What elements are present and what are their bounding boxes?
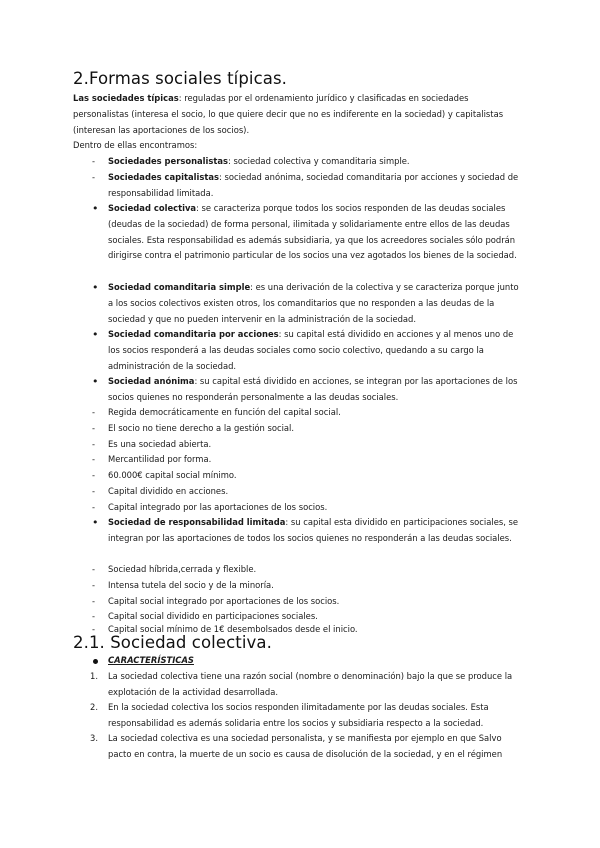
dash-marker: - <box>92 470 96 480</box>
list-item-text: Capital social integrado por aportaciones de los socios. <box>108 596 340 606</box>
dash-marker: - <box>92 502 96 512</box>
bullet-marker: • <box>92 202 99 215</box>
dash-marker: - <box>92 596 96 606</box>
intro-term: Las sociedades típicas <box>73 93 179 103</box>
list-item <box>108 578 520 594</box>
list-item-text: Capital integrado por las aportaciones de los socios. <box>108 502 328 512</box>
list-item-text: Mercantilidad por forma. <box>108 454 212 464</box>
list-item-text: : su capital esta dividido en participaciones sociales, se integran por las aportaciones de todos los socios quienes no responderán a las deudas sociales. <box>108 517 519 543</box>
bullet-icon <box>93 659 98 664</box>
section-heading-formas-sociales: 2.Formas sociales típicas. <box>73 69 288 88</box>
list-item-text: Intensa tutela del socio y de la minoría. <box>108 580 274 590</box>
list-item <box>108 421 520 437</box>
list-item-term: Sociedad anónima <box>108 376 195 386</box>
list-item <box>108 374 520 406</box>
caracteristicas-label <box>108 653 520 669</box>
bullet-marker: • <box>92 375 99 388</box>
list-item <box>108 201 520 264</box>
list-item <box>108 468 520 484</box>
list-item <box>108 170 520 202</box>
numbered-item: La sociedad colectiva tiene una razón social (nombre o denominación) bajo la que se produce la explotación de la actividad desarrollada. <box>108 671 513 697</box>
list-item-term: Sociedad de responsabilidad limitada <box>108 517 286 527</box>
intro-text: : reguladas por el ordenamiento jurídico y clasificadas en sociedades personalistas (interesa el socio, lo que quiere decir que no es indiferente en la sociedad) y capitalistas (interesan las aportaciones de los socios). <box>73 93 504 135</box>
dash-marker: - <box>92 580 96 590</box>
intro-paragraph <box>73 91 521 138</box>
list-item-text: : se caracteriza porque todos los socios responden de las deudas sociales (deudas de la sociedad) de forma personal, ilimitada y solidariamente entre ellos de las deudas sociales. Esta responsabilidad es además subsidiaria, ya que los acreedores sociales sólo podrán dirigirse contra el patrimonio particular de los socios una vez agotados los bienes de la sociedad. <box>108 203 517 261</box>
list-item-text: Es una sociedad abierta. <box>108 439 212 449</box>
list-item-term: Sociedades capitalistas <box>108 172 220 182</box>
subsection-heading-sociedad-colectiva: 2.1. Sociedad colectiva. <box>73 633 272 652</box>
list-item <box>108 484 520 500</box>
dash-marker: - <box>92 624 96 634</box>
numbered-item: La sociedad colectiva es una sociedad personalista, y se manifiesta por ejemplo en que Salvo pacto en contra, la muerte de un socio es causa de disolución de la sociedad, y en el régimen <box>108 733 503 759</box>
list-item <box>108 327 520 374</box>
list-item-term: Sociedades personalistas <box>108 156 229 166</box>
list-item-term: Sociedad comanditaria por acciones <box>108 329 279 339</box>
dash-marker: - <box>92 611 96 621</box>
dash-marker: - <box>92 439 96 449</box>
number-marker: 3. <box>90 733 98 743</box>
list-item-text: : es una derivación de la colectiva y se caracteriza porque junto a los socios colectivos existen otros, los comanditarios que no responden a las deudas de la sociedad y que no pueden intervenir en la administración de la sociedad. <box>108 282 519 324</box>
list-item-text: : sociedad anónima, sociedad comanditaria por acciones y sociedad de responsabilidad limitada. <box>108 172 519 198</box>
list-item <box>108 500 520 516</box>
bullet-marker: • <box>92 328 99 341</box>
list-item-text: : su capital está dividido en acciones, se integran por las aportaciones de los socios quienes no responderán personalmente a las deudas sociales. <box>108 376 518 402</box>
list-item <box>108 437 520 453</box>
list-item-text: Capital social dividido en participaciones sociales. <box>108 611 318 621</box>
within-text: Dentro de ellas encontramos: <box>73 140 198 150</box>
list-item <box>108 405 520 421</box>
caracteristicas-text: CARACTERÍSTICAS <box>108 655 194 665</box>
dash-marker: - <box>92 454 96 464</box>
list-item-text: : sociedad colectiva y comanditaria simple. <box>228 156 410 166</box>
dash-marker: - <box>92 407 96 417</box>
list-item <box>108 562 520 578</box>
list-item-term: Sociedad colectiva <box>108 203 197 213</box>
dash-marker: - <box>92 172 96 182</box>
bullet-marker: • <box>92 516 99 529</box>
list-item-text: Capital social mínimo de 1€ desembolsados desde el inicio. <box>108 624 358 634</box>
list-item-text: Regida democráticamente en función del capital social. <box>108 407 341 417</box>
dash-marker: - <box>92 486 96 496</box>
list-item <box>108 280 520 327</box>
number-marker: 1. <box>90 671 98 681</box>
dash-marker: - <box>92 564 96 574</box>
dash-marker: - <box>92 156 96 166</box>
list-item <box>108 154 520 170</box>
list-item-term: Sociedad comanditaria simple <box>108 282 251 292</box>
number-marker: 2. <box>90 702 98 712</box>
list-item-text: El socio no tiene derecho a la gestión social. <box>108 423 295 433</box>
list-item-text: 60.000€ capital social mínimo. <box>108 470 237 480</box>
bullet-marker: • <box>92 281 99 294</box>
list-item <box>108 515 520 547</box>
numbered-item: En la sociedad colectiva los socios responden ilimitadamente por las deudas sociales. Esta responsabilidad es además solidaria entre los socios y subsidiaria respecto a la sociedad. <box>108 702 489 728</box>
list-item <box>108 594 520 610</box>
list-item-text: Sociedad híbrida,cerrada y flexible. <box>108 564 257 574</box>
list-item-text: Capital dividido en acciones. <box>108 486 229 496</box>
dash-marker: - <box>92 423 96 433</box>
list-item <box>108 452 520 468</box>
list-item-text: : su capital está dividido en acciones y al menos uno de los socios responderá a las deudas sociales como socio colectivo, quedando a su cargo la administración de la sociedad. <box>108 329 514 371</box>
